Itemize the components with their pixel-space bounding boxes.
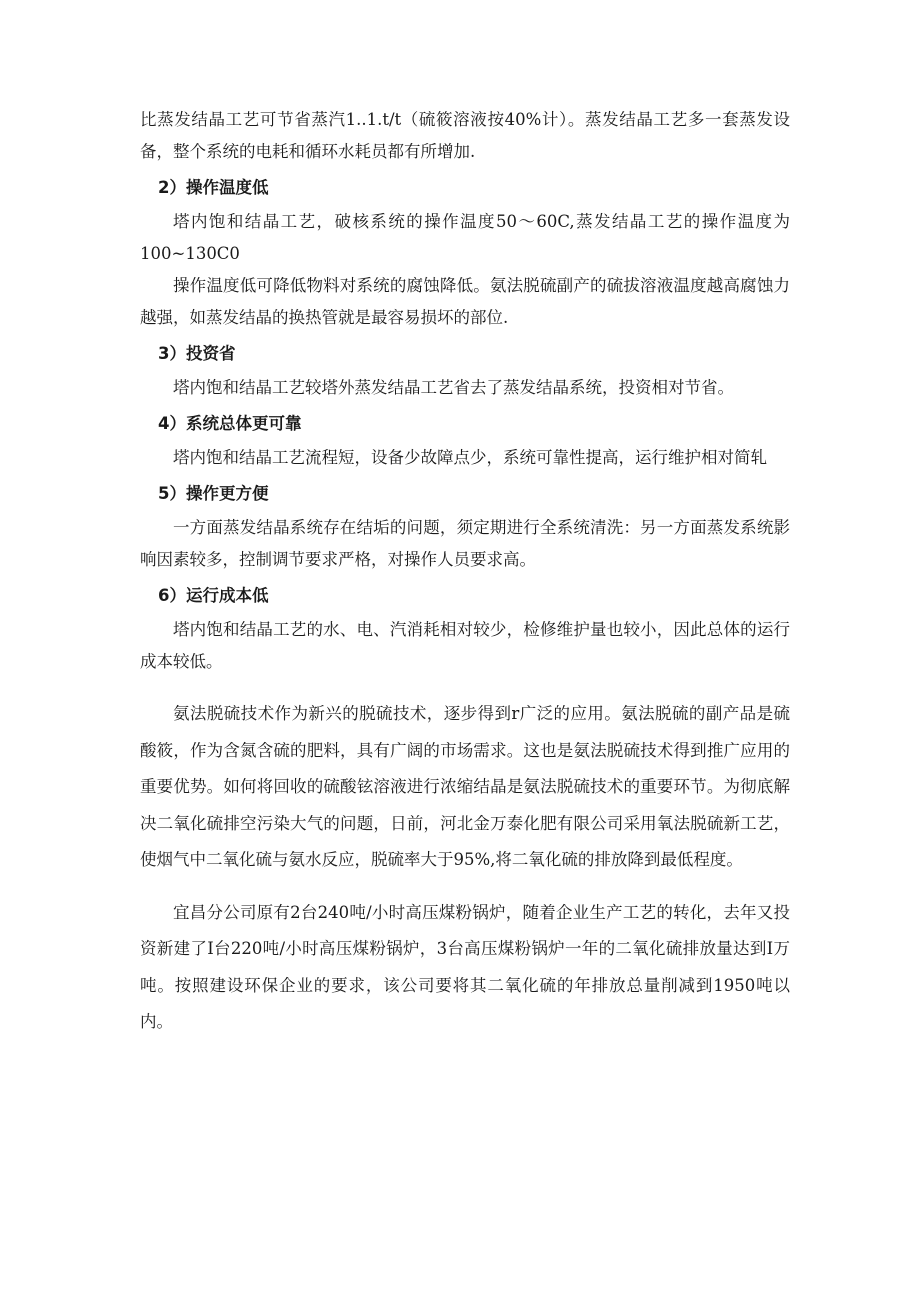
paragraph-operating-cost: 塔内饱和结晶工艺的水、电、汽消耗相对较少，检修维护量也较小，因此总体的运行成本较低。	[140, 620, 790, 671]
paragraph-reliability: 塔内饱和结晶工艺流程短，设备少故障点少，系统可靠性提高，运行维护相对简轧	[173, 448, 767, 467]
paragraph-investment: 塔内饱和结晶工艺较塔外蒸发结晶工艺省去了蒸发结晶系统，投资相对节省。	[173, 378, 734, 397]
paragraph-corrosion: 操作温度低可降低物料对系统的腐蚀降低。氨法脱硫副产的硫拔溶液温度越高腐蚀力越强，如蒸发结晶的换热管就是最容易损坏的部位.	[140, 276, 790, 327]
paragraph-temperature-range: 塔内饱和结晶工艺，破核系统的操作温度50～60C,蒸发结晶工艺的操作温度为100~130C0	[140, 212, 790, 263]
heading-investment: 3）投资省	[158, 344, 236, 363]
heading-operating-cost: 6）运行成本低	[158, 586, 269, 605]
paragraph-ammonia-desulfurization: 氨法脱硫技术作为新兴的脱硫技术，逐步得到r广泛的应用。氨法脱硫的副产品是硫酸筱，作为含氮含硫的肥料，具有广阔的市场需求。这也是氨法脱硫技术得到推广应用的重要优势。如何将回收的硫酸铉溶液进行浓缩结晶是氨法脱硫技术的重要环节。为彻底解决二氧化硫排空污染大气的问题，日前，河北金万泰化肥有限公司采用氧法脱硫新工艺，使烟气中二氧化硫与氨水反应，脱硫率大于95%,将二氧化硫的排放降到最低程度。	[140, 704, 790, 869]
paragraph-yichang-branch: 宜昌分公司原有2台240吨/小时高压煤粉锅炉，随着企业生产工艺的转化，去年又投资新建了I台220吨/小时高压煤粉锅炉，3台高压煤粉锅炉一年的二氧化硫排放量达到I万吨。按照建设环保企业的要求，该公司要将其二氧化硫的年排放总量削减到1950吨以内。	[140, 902, 790, 1031]
paragraph-convenience: 一方面蒸发结晶系统存在结垢的问题，须定期进行全系统清洗：另一方面蒸发系统影响因素较多，控制调节要求严格，对操作人员要求高。	[140, 518, 790, 569]
heading-reliability: 4）系统总体更可靠	[158, 414, 302, 433]
intro-paragraph: 比蒸发结晶工艺可节省蒸汽1..1.t/t（硫筱溶液按40%计）。蒸发结晶工艺多一套蒸发设备，整个系统的电耗和循环水耗员都有所增加.	[140, 110, 790, 161]
body-section	[140, 696, 790, 1041]
heading-convenience: 5）操作更方便	[158, 484, 269, 503]
document-page	[140, 104, 790, 1041]
heading-operating-temperature: 2）操作温度低	[158, 178, 269, 197]
